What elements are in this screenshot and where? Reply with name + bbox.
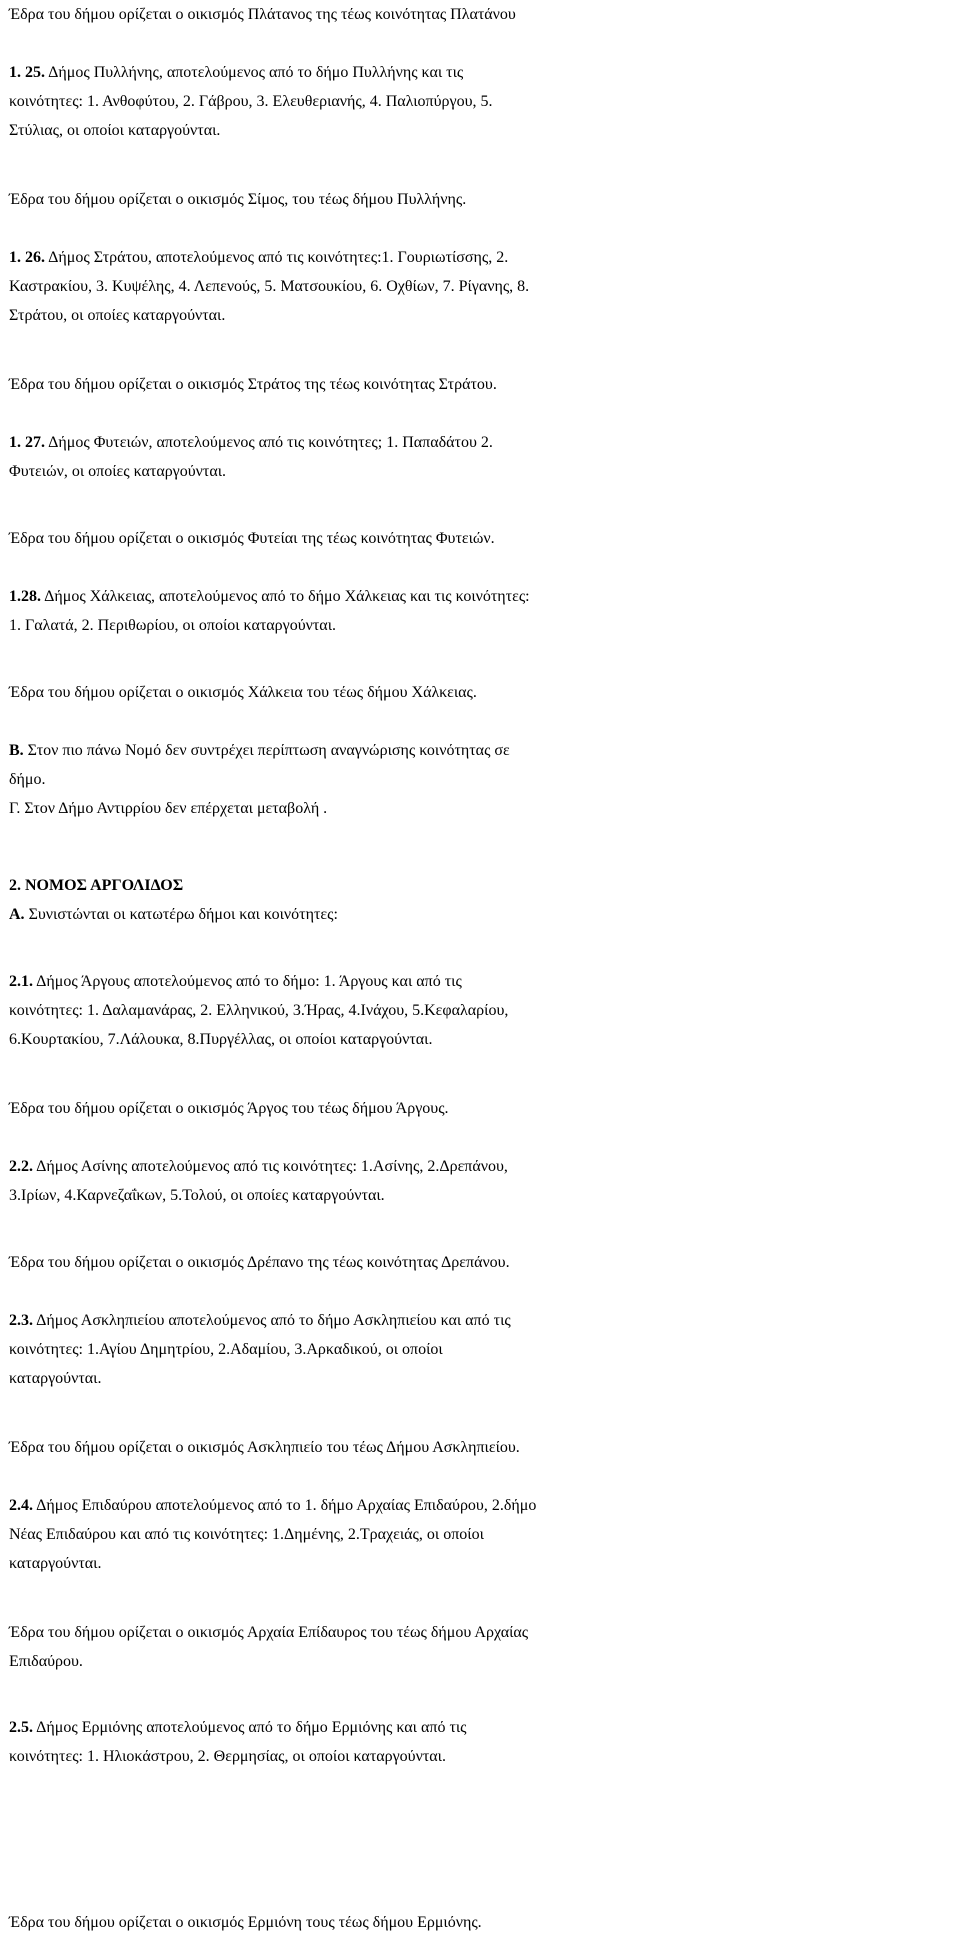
seat-paragraph [9,1248,954,1277]
text-line: Στράτου, οι οποίες καταργούνται. [9,307,226,324]
text-line: 2.2. Δήμος Ασίνης αποτελούμενος από τις κοινότητες: 1.Ασίνης, 2.Δρεπάνου, [9,1158,508,1175]
text-line: Έδρα του δήμου ορίζεται ο οικισμός Σίμος, του τέως δήμου Πυλλήνης. [9,191,467,208]
text-line: Έδρα του δήμου ορίζεται ο οικισμός Αρχαία Επίδαυρος του τέως δήμου Αρχαίας [9,1624,529,1641]
seat-paragraph [9,370,954,399]
seat-paragraph [9,1094,954,1123]
text-line: 1.28. Δήμος Χάλκειας, αποτελούμενος από το δήμο Χάλκειας και τις κοινότητες: [9,588,530,605]
text-line: 6.Κουρτακίου, 7.Λάλουκα, 8.Πυργέλλας, οι οποίοι καταργούνται. [9,1031,433,1048]
item-number: 1. 26. [9,249,45,266]
item-number: 2.1. [9,973,33,990]
text-line: κοινότητες: 1. Ηλιοκάστρου, 2. Θερμησίας, οι οποίοι καταργούνται. [9,1748,446,1765]
text-line: καταργούνται. [9,1555,102,1572]
text-line: κοινότητες: 1. Δαλαμανάρας, 2. Ελληνικού, 3.Ήρας, 4.Ινάχου, 5.Κεφαλαρίου, [9,1002,509,1019]
text-line: Έδρα του δήμου ορίζεται ο οικισμός Ερμιόνη τους τέως δήμου Ερμιόνης. [9,1914,482,1931]
item-number: 2.2. [9,1158,33,1175]
text-line: 2.3. Δήμος Ασκληπιείου αποτελούμενος από το δήμο Ασκληπιείου και από τις [9,1312,511,1329]
text-line: 3.Ιρίων, 4.Καρνεζαΐκων, 5.Τολού, οι οποίες καταργούνται. [9,1187,385,1204]
seat-paragraph [9,1618,954,1676]
seat-paragraph [9,185,954,214]
text-line: Έδρα του δήμου ορίζεται ο οικισμός Πλάτανος της τέως κοινότητας Πλατάνου [9,6,516,23]
text-line: Καστρακίου, 3. Κυψέλης, 4. Λεπενούς, 5. Ματσουκίου, 6. Οχθίων, 7. Ρίγανης, 8. [9,278,530,295]
text-line: Στύλιας, οι οποίοι καταργούνται. [9,122,221,139]
seat-paragraph [9,524,954,553]
text-line: Επιδαύρου. [9,1653,83,1670]
heading-title: 2. ΝΟΜΟΣ ΑΡΓΟΛΙΔΟΣ [9,877,184,894]
text-line: Έδρα του δήμου ορίζεται ο οικισμός Ασκληπιείο του τέως Δήμου Ασκληπιείου. [9,1439,520,1456]
item-number: 1. 27. [9,434,45,451]
municipality-item [9,967,954,1054]
text-line: 2.5. Δήμος Ερμιόνης αποτελούμενος από το δήμο Ερμιόνης και από τις [9,1719,467,1736]
text-line: Β. Στον πιο πάνω Νομό δεν συντρέχει περίπτωση αναγνώρισης κοινότητας σε [9,742,510,759]
text-line: Α. Συνιστώνται οι κατωτέρω δήμοι και κοινότητες: [9,906,338,923]
municipality-item [9,1713,954,1771]
section-label: Α. [9,906,25,923]
text-line: Έδρα του δήμου ορίζεται ο οικισμός Δρέπανο της τέως κοινότητας Δρεπάνου. [9,1254,510,1271]
item-number: 2.4. [9,1497,33,1514]
municipality-item [9,58,954,145]
municipality-item [9,582,954,640]
seat-paragraph [9,0,954,29]
text-line: 1. 25. Δήμος Πυλλήνης, αποτελούμενος από το δήμο Πυλλήνης και τις [9,64,464,81]
item-number: 2.5. [9,1719,33,1736]
item-number: 1.28. [9,588,41,605]
text-line: Έδρα του δήμου ορίζεται ο οικισμός Στράτος της τέως κοινότητας Στράτου. [9,376,497,393]
section-heading [9,871,954,929]
municipality-item [9,1306,954,1393]
text-line: 1. 27. Δήμος Φυτειών, αποτελούμενος από τις κοινότητες; 1. Παπαδάτου 2. [9,434,493,451]
seat-paragraph [9,1433,954,1462]
text-line: Έδρα του δήμου ορίζεται ο οικισμός Φυτείαι της τέως κοινότητας Φυτειών. [9,530,495,547]
seat-paragraph [9,1908,954,1937]
note-paragraph [9,736,954,823]
seat-paragraph [9,678,954,707]
text-line: 1. Γαλατά, 2. Περιθωρίου, οι οποίοι καταργούνται. [9,617,336,634]
note-label: Β. [9,742,24,759]
item-number: 2.3. [9,1312,33,1329]
text-line: δήμο. [9,771,46,788]
municipality-item [9,243,954,330]
text-line: 1. 26. Δήμος Στράτου, αποτελούμενος από τις κοινότητες:1. Γουριωτίσσης, 2. [9,249,509,266]
text-line: 2.4. Δήμος Επιδαύρου αποτελούμενος από το 1. δήμο Αρχαίας Επιδαύρου, 2.δήμο [9,1497,537,1514]
text-line: Έδρα του δήμου ορίζεται ο οικισμός Χάλκεια του τέως δήμου Χάλκειας. [9,684,477,701]
municipality-item [9,1152,954,1210]
text-line: Νέας Επιδαύρου και από τις κοινότητες: 1.Δημένης, 2.Τραχειάς, οι οποίοι [9,1526,484,1543]
text-line: κοινότητες: 1.Αγίου Δημητρίου, 2.Αδαμίου, 3.Αρκαδικού, οι οποίοι [9,1341,443,1358]
text-line: Γ. Στον Δήμο Αντιρρίου δεν επέρχεται μεταβολή . [9,800,328,817]
text-line: κοινότητες: 1. Ανθοφύτου, 2. Γάβρου, 3. Ελευθεριανής, 4. Παλιοπύργου, 5. [9,93,493,110]
item-number: 1. 25. [9,64,45,81]
text-line: Έδρα του δήμου ορίζεται ο οικισμός Άργος του τέως δήμου Άργους. [9,1100,449,1117]
municipality-item [9,1491,954,1578]
municipality-item [9,428,954,486]
text-line: Φυτειών, οι οποίες καταργούνται. [9,463,227,480]
text-line: καταργούνται. [9,1370,102,1387]
text-line: 2.1. Δήμος Άργους αποτελούμενος από το δήμο: 1. Άργους και από τις [9,973,462,990]
